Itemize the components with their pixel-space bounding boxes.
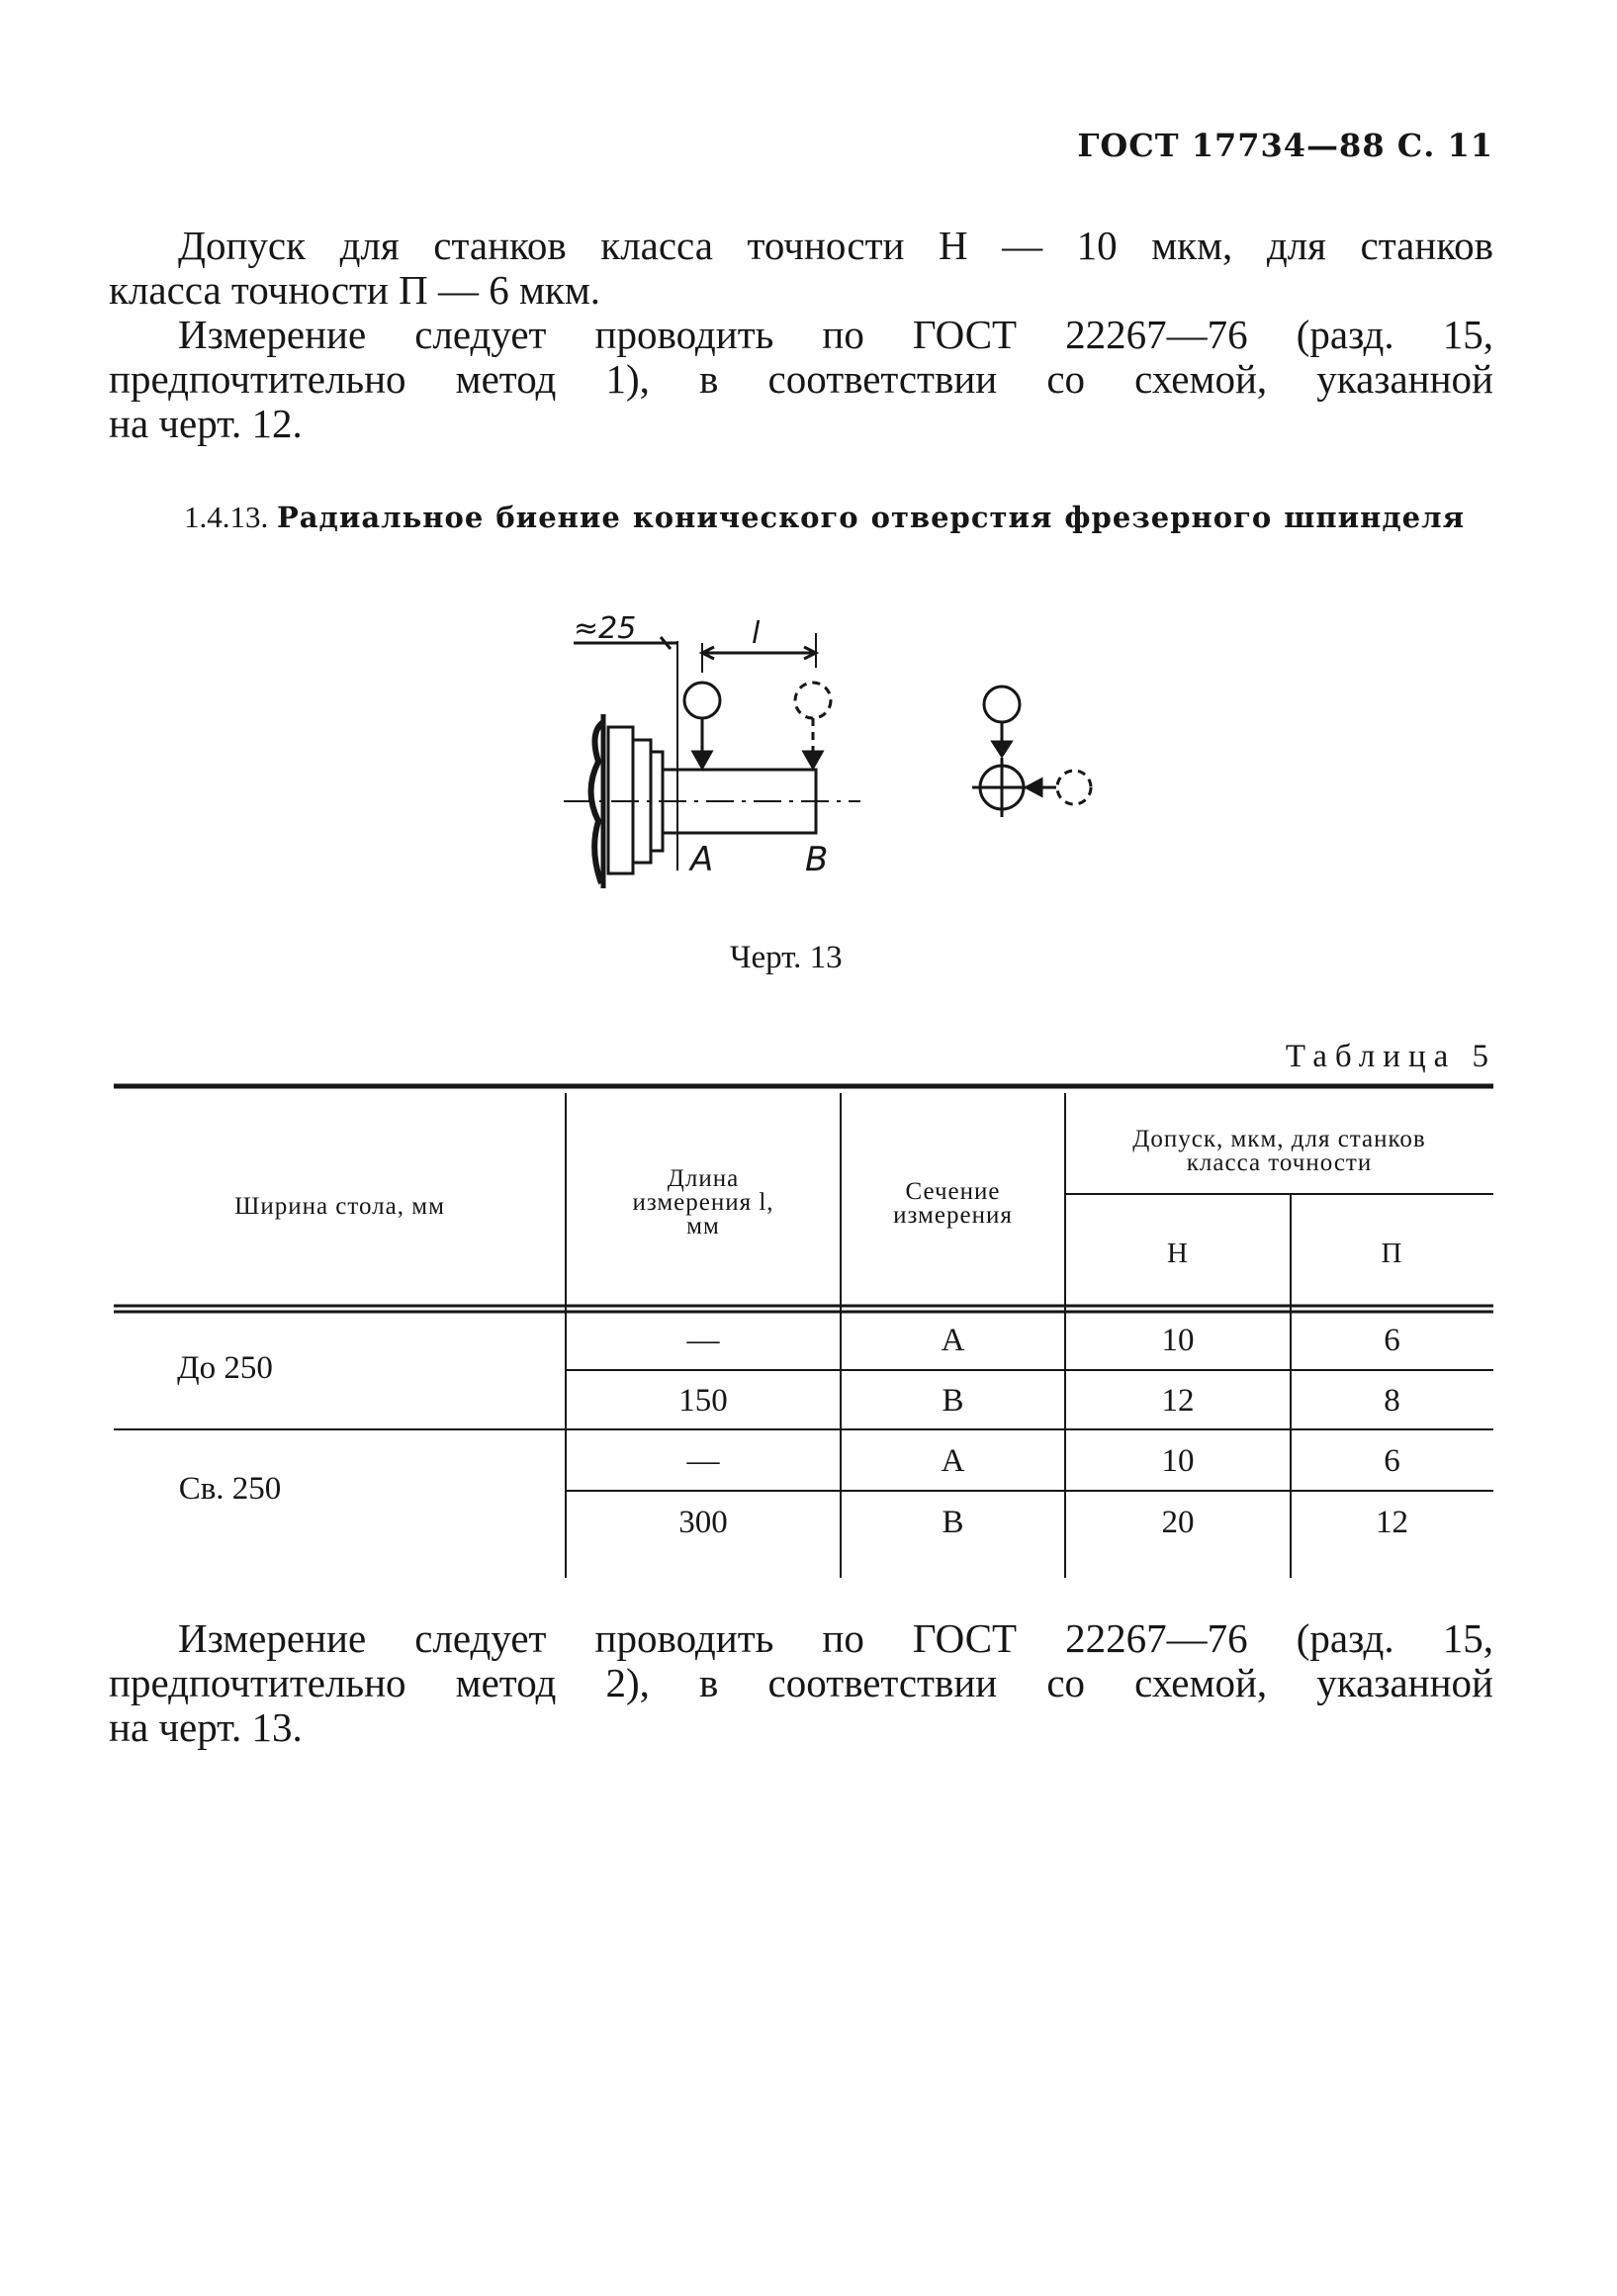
header-length-line3: мм: [686, 1213, 720, 1240]
section-title: Радиальное биение конического отверстия фрезерного шпинделя: [276, 501, 1466, 534]
header-section-line2: измерения: [893, 1202, 1013, 1229]
tolerance-table: [114, 1083, 1493, 1578]
header-tolerance-line2: класса точности: [1186, 1149, 1373, 1176]
p2-line3: на черт. 12.: [109, 401, 303, 446]
cell-section: В: [942, 1505, 964, 1540]
section-number: 1.4.13.: [184, 500, 269, 534]
cell-length: 300: [678, 1505, 728, 1540]
cell-tol-p: 6: [1384, 1443, 1400, 1479]
p3-line1: Измерение следует проводить по ГОСТ 22267—76 (разд. 15,: [178, 1615, 1493, 1661]
p2-line2: предпочтительно метод 1), в соответствии со схемой, указанной: [109, 356, 1493, 402]
row-group-width-2: Св. 250: [178, 1471, 282, 1507]
cell-tol-h: 12: [1161, 1383, 1195, 1419]
dim-approx-25: ≈25: [574, 611, 637, 646]
header-length: [566, 1167, 841, 1239]
p3-line3: на черт. 13.: [109, 1704, 303, 1750]
label-b: B: [805, 840, 829, 879]
p1-line2: класса точности П — 6 мкм.: [109, 267, 601, 313]
row-group-width-1: До 250: [177, 1350, 273, 1386]
cell-section: А: [941, 1443, 965, 1479]
header-length-line1: Длина: [667, 1165, 740, 1192]
figure-caption: Черт. 13: [730, 940, 843, 975]
paragraph-measurement-2: [109, 1616, 1493, 1750]
paragraph-tolerance: [109, 224, 1493, 313]
p1-line1: Допуск для станков класса точности Н — 10 мкм, для станков: [178, 223, 1493, 268]
cell-tol-h: 10: [1161, 1443, 1195, 1479]
page-header: ГОСТ 17734—88 С. 11: [1077, 127, 1493, 164]
p3-line2: предпочтительно метод 2), в соответствии со схемой, указанной: [109, 1660, 1493, 1705]
cell-length: —: [686, 1443, 720, 1479]
header-class-p: П: [1381, 1238, 1403, 1269]
paragraph-measurement-1: [109, 313, 1493, 446]
label-a: A: [690, 840, 714, 879]
cell-tol-p: 6: [1384, 1323, 1400, 1358]
header-width: Ширина стола, мм: [234, 1193, 445, 1220]
header-class-h: Н: [1167, 1238, 1189, 1269]
p2-line1: Измерение следует проводить по ГОСТ 22267—76 (разд. 15,: [178, 312, 1493, 357]
header-length-line2: измерения l,: [632, 1189, 774, 1216]
header-tolerance: [1065, 1128, 1493, 1175]
cell-section: В: [942, 1383, 964, 1419]
header-tolerance-line1: Допуск, мкм, для станков: [1132, 1126, 1426, 1152]
diagram-chert-13: [554, 594, 1147, 890]
header-section-line1: Сечение: [905, 1178, 1001, 1205]
dim-l: l: [752, 616, 761, 651]
table-label: Таблица 5: [1285, 1039, 1496, 1074]
cell-section: А: [941, 1323, 965, 1358]
section-heading: [184, 500, 1465, 535]
cell-tol-h: 20: [1161, 1505, 1195, 1540]
header-section: [841, 1180, 1065, 1228]
cell-tol-h: 10: [1161, 1323, 1195, 1358]
cell-length: —: [686, 1323, 720, 1358]
cell-tol-p: 12: [1376, 1505, 1408, 1540]
cell-length: 150: [678, 1383, 728, 1419]
cell-tol-p: 8: [1384, 1383, 1400, 1419]
